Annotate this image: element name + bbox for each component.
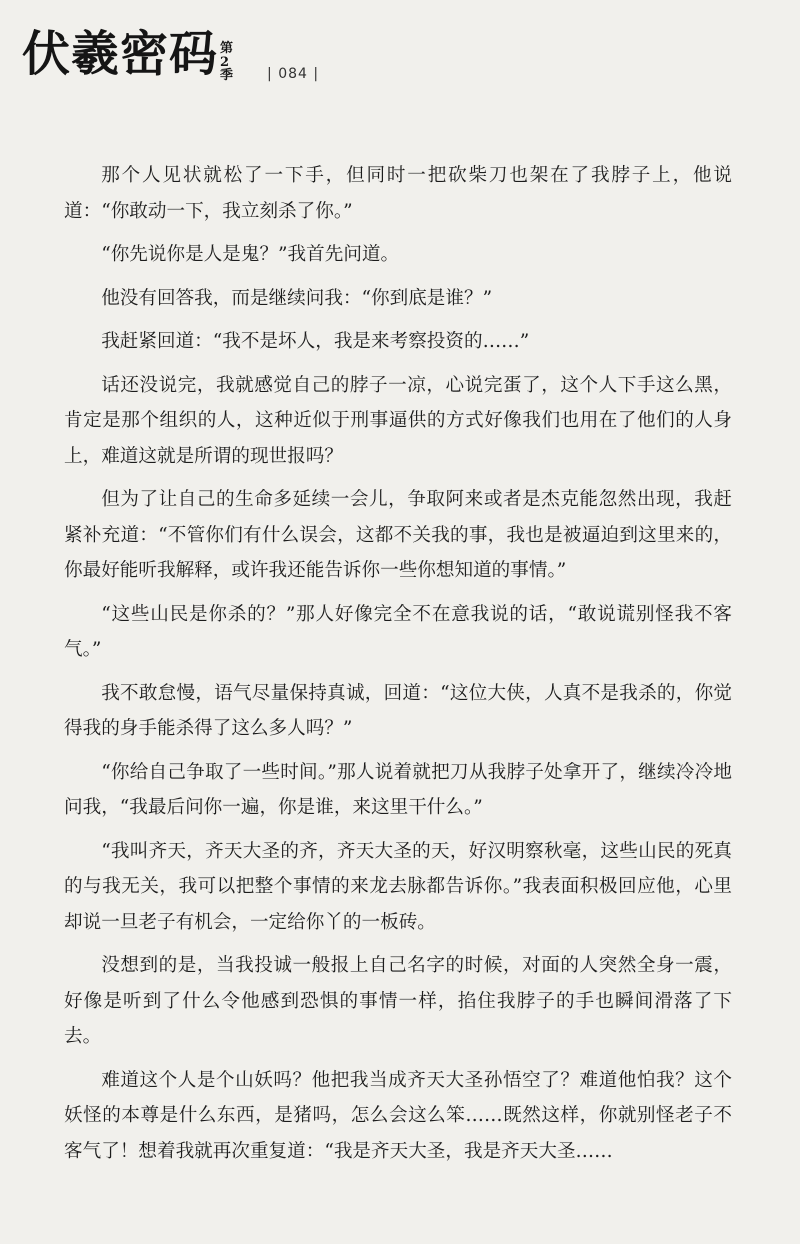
season-char: 季 <box>220 68 234 84</box>
paragraph: 我不敢怠慢，语气尽量保持真诚，回道：“这位大侠，人真不是我杀的，你觉得我的身手能杀得了这么多人吗？” <box>64 682 732 739</box>
paragraph: “你先说你是人是鬼？”我首先问道。 <box>101 244 400 265</box>
page-number: | 084 | <box>267 66 320 82</box>
paragraph: 但为了让自己的生命多延续一会儿，争取阿来或者是杰克能忽然出现，我赶紧补充道：“不管你们有什么误会，这都不关我的事，我也是被逼迫到这里来的，你最好能听我解释，或许我还能告诉你一些你想知道的事情。” <box>64 489 732 581</box>
season-label <box>220 42 233 83</box>
paragraph: 他没有回答我，而是继续问我：“你到底是谁？” <box>101 287 493 309</box>
body-text <box>64 158 732 1177</box>
season-char: 2 <box>220 54 230 70</box>
book-title: 伏羲密码 <box>22 26 219 82</box>
paragraph: 那个人见状就松了一下手，但同时一把砍柴刀也架在了我脖子上，他说道：“你敢动一下，我立刻杀了你。” <box>64 165 732 222</box>
paragraph: “这些山民是你杀的？”那人好像完全不在意我说的话，“敢说谎别怪我不客气。” <box>64 603 732 660</box>
page-header <box>22 26 320 84</box>
paragraph: 没想到的是，当我投诚一般报上自己名字的时候，对面的人突然全身一震，好像是听到了什么令他感到恐惧的事情一样，掐住我脖子的手也瞬间滑落了下去。 <box>64 955 732 1047</box>
paragraph: 难道这个人是个山妖吗？他把我当成齐天大圣孙悟空了？难道他怕我？这个妖怪的本尊是什么东西，是猪吗，怎么会这么笨……既然这样，你就别怪老子不客气了！想着我就再次重复道：“我是齐天大圣，我是齐天大圣…… <box>64 1069 732 1162</box>
paragraph: “我叫齐天，齐天大圣的齐，齐天大圣的天，好汉明察秋毫，这些山民的死真的与我无关，我可以把整个事情的来龙去脉都告诉你。”我表面积极回应他，心里却说一旦老子有机会，一定给你丫的一板砖。 <box>64 840 732 933</box>
paragraph: 我赶紧回道：“我不是坏人，我是来考察投资的……” <box>101 331 530 352</box>
paragraph: 话还没说完，我就感觉自己的脖子一凉，心说完蛋了，这个人下手这么黑，肯定是那个组织的人，这种近似于刑事逼供的方式好像我们也用在了他们的人身上，难道这就是所谓的现世报吗？ <box>64 374 732 467</box>
season-char: 第 <box>220 41 234 56</box>
paragraph: “你给自己争取了一些时间。”那人说着就把刀从我脖子处拿开了，继续冷冷地问我，“我最后问你一遍，你是谁，来这里干什么。” <box>64 761 732 818</box>
